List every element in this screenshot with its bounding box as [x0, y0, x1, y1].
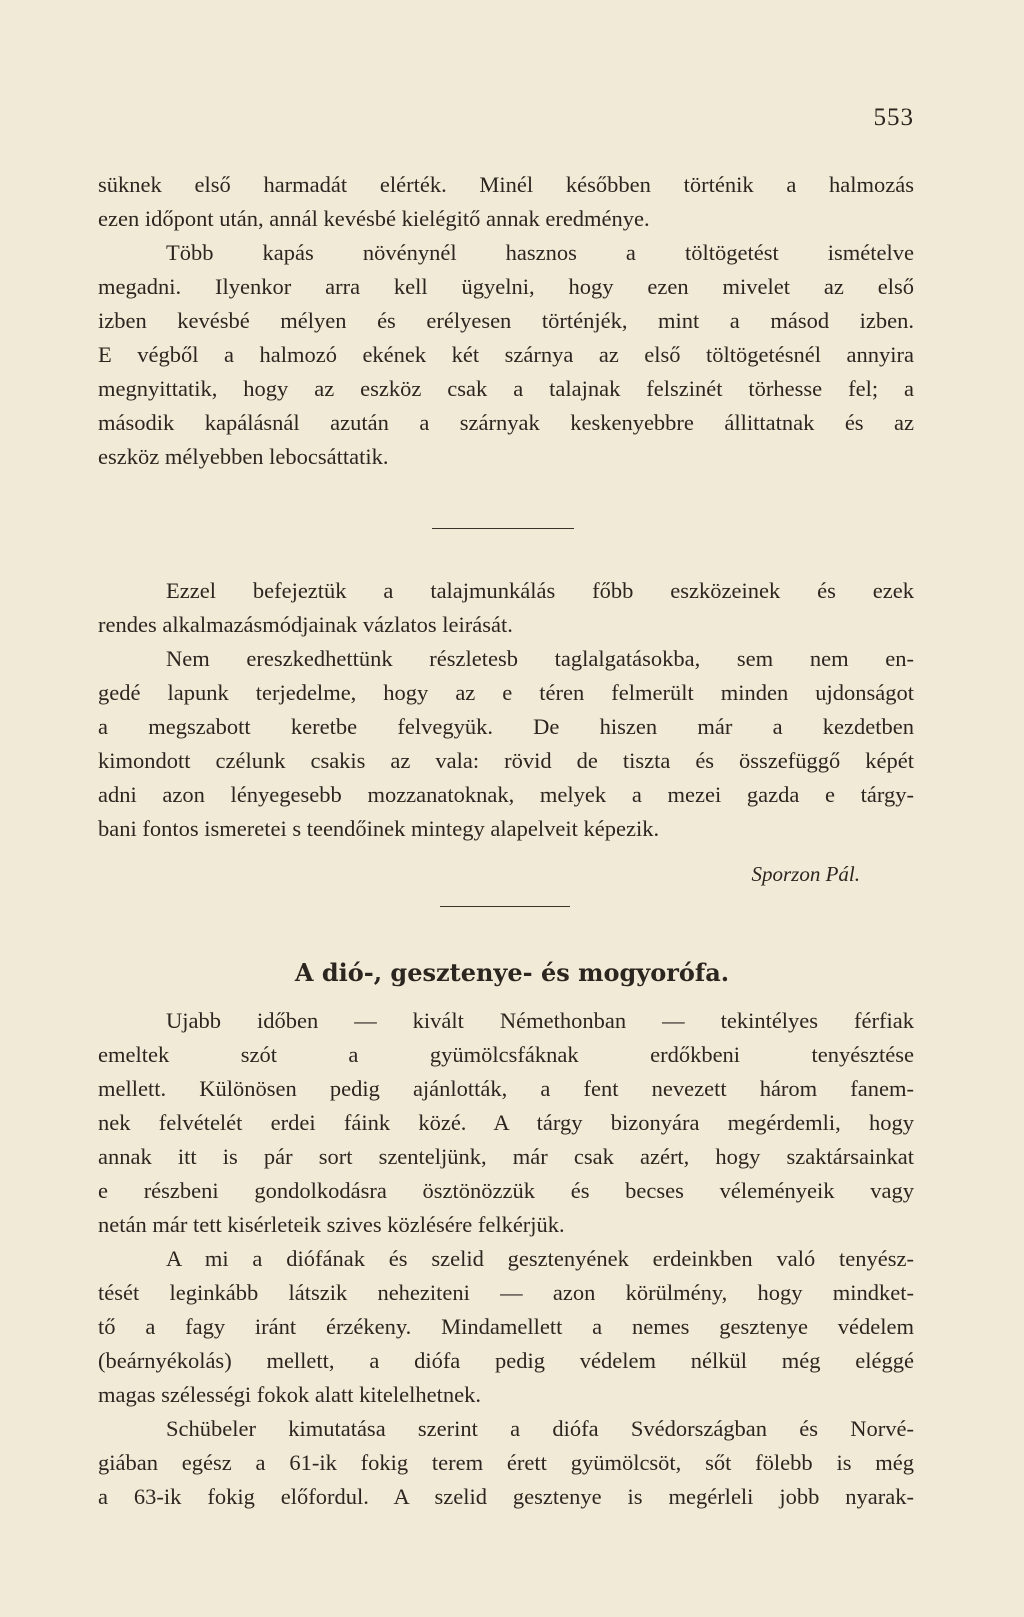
text-line: tését leginkább látszik neheziteni — azon körülmény, hogy mindket- [98, 1280, 914, 1305]
author-signature: Sporzon Pál. [751, 862, 860, 886]
text-line: eszköz mélyebben lebocsáttatik. [98, 444, 389, 469]
text-line: emeltek szót a gyümölcsfáknak erdőkbeni tenyésztése [98, 1042, 914, 1067]
text-line: E végből a halmozó ekének két szárnya az első töltögetésnél annyira [98, 342, 914, 367]
section-divider-top [432, 528, 574, 529]
text-line: mellett. Különösen pedig ajánlották, a fent nevezett három fanem- [98, 1076, 914, 1101]
text-line: e részbeni gondolkodásra ösztönözzük és becses véleményeik vagy [98, 1178, 914, 1203]
text-line: magas szélességi fokok alatt kitelelhetnek. [98, 1382, 481, 1407]
paragraph-block-dio-gesztenye [98, 1004, 914, 1514]
text-line: a 63-ik fokig előfordul. A szelid gesztenye is megérleli jobb nyarak- [98, 1484, 914, 1509]
text-line: gedé lapunk terjedelme, hogy az e téren felmerült minden ujdonságot [98, 680, 914, 705]
text-line: A mi a diófának és szelid gesztenyének erdeinkben való tenyész- [166, 1246, 914, 1271]
text-line: süknek első harmadát elérték. Minél későbben történik a halmozás [98, 172, 914, 197]
text-line: tő a fagy iránt érzékeny. Mindamellett a nemes gesztenye védelem [98, 1314, 914, 1339]
text-line: izben kevésbé mélyen és erélyesen történjék, mint a másod izben. [98, 308, 914, 333]
text-line: annak itt is pár sort szenteljünk, már csak azért, hogy szaktársainkat [98, 1144, 914, 1169]
text-line: rendes alkalmazásmódjainak vázlatos leirását. [98, 612, 513, 637]
text-line: adni azon lényegesebb mozzanatoknak, melyek a mezei gazda e tárgy- [98, 782, 914, 807]
text-line: Ujabb időben — kivált Némethonban — tekintélyes férfiak [166, 1008, 914, 1033]
text-line: Nem ereszkedhettünk részletesb taglalgatásokba, sem nem en- [166, 646, 914, 671]
text-line: kimondott czélunk csakis az vala: rövid de tiszta és összefüggő képét [98, 748, 914, 773]
text-line: bani fontos ismeretei s teendőinek mintegy alapelveit képezik. [98, 816, 660, 841]
text-line: ezen időpont után, annál kevésbé kielégitő annak eredménye. [98, 206, 650, 231]
text-line: második kapálásnál azután a szárnyak keskenyebbre állittatnak és az [98, 410, 914, 435]
text-line: a megszabott keretbe felvegyük. De hiszen már a kezdetben [98, 714, 914, 739]
text-line: megnyittatik, hogy az eszköz csak a talajnak felszinét törhesse fel; a [98, 376, 914, 401]
paragraph-block-halmozas [98, 168, 914, 474]
text-line: Schübeler kimutatása szerint a diófa Svédországban és Norvé- [166, 1416, 914, 1441]
section-divider-bottom [440, 906, 570, 907]
text-line: megadni. Ilyenkor arra kell ügyelni, hogy ezen mivelet az első [98, 274, 914, 299]
page-number: 553 [873, 104, 914, 131]
text-line: Ezzel befejeztük a talajmunkálás főbb eszközeinek és ezek [166, 578, 914, 603]
text-line: netán már tett kisérleteik szives közlésére felkérjük. [98, 1212, 565, 1237]
text-line: Több kapás növénynél hasznos a töltögetést ismételve [166, 240, 914, 265]
text-line: nek felvételét erdei fáink közé. A tárgy bizonyára megérdemli, hogy [98, 1110, 914, 1135]
section-title: A dió-, gesztenye- és mogyorófa. [294, 958, 730, 987]
paragraph-block-conclusion [98, 574, 914, 846]
text-line: giában egész a 61-ik fokig terem érett gyümölcsöt, sőt fölebb is még [98, 1450, 914, 1475]
text-line: (beárnyékolás) mellett, a diófa pedig védelem nélkül még eléggé [98, 1348, 914, 1373]
